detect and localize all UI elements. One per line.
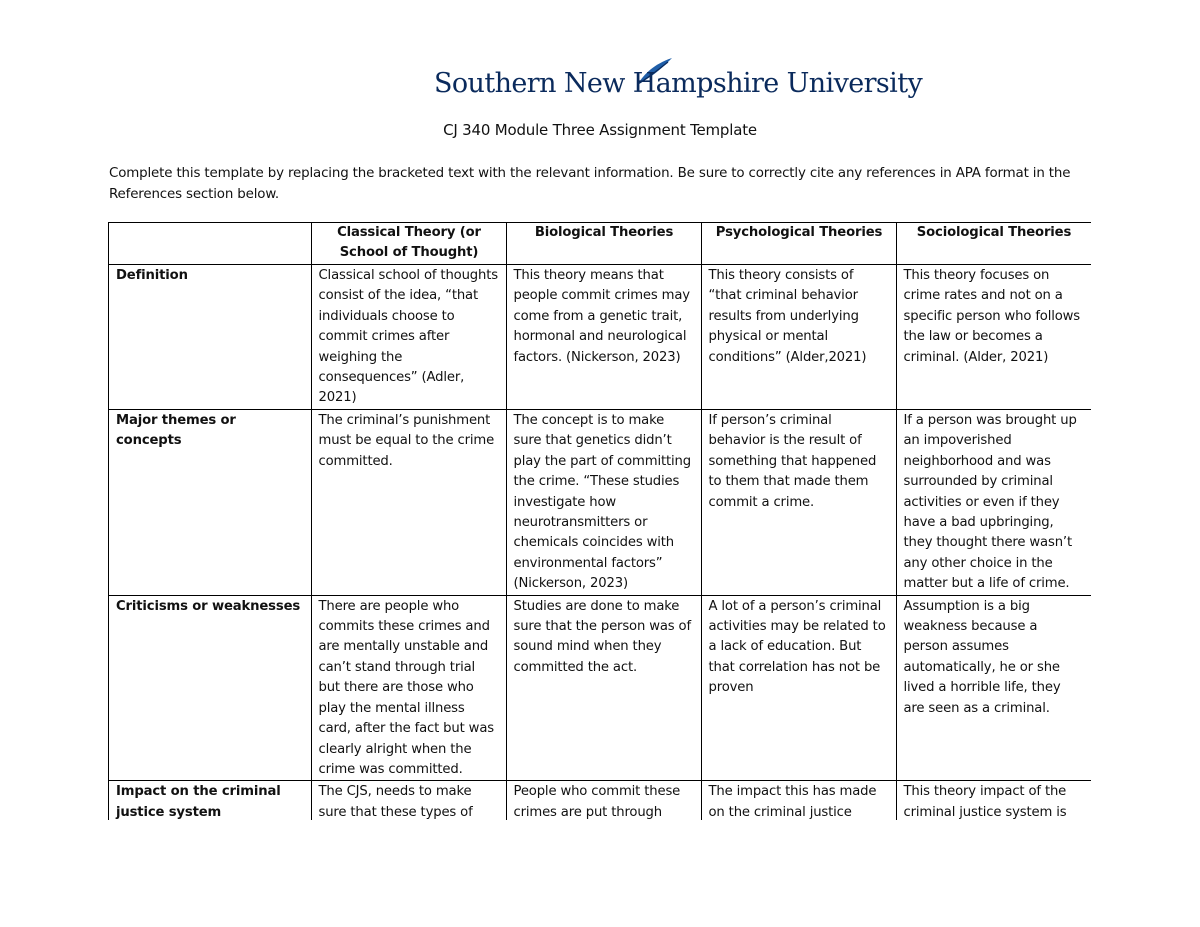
cell-criticisms-psychological: A lot of a person’s criminal activities may be related to a lack of education. But that correlation has not be proven: [701, 595, 896, 781]
row-label-themes: Major themes or concepts: [109, 410, 311, 596]
cell-impact-classical: The CJS, needs to make sure that these types of: [311, 781, 506, 820]
header-biological: Biological Theories: [506, 223, 701, 265]
cell-themes-sociological: If a person was brought up an impoverished neighborhood and was surrounded by criminal activities or even if they have a bad upbringing, they thought there wasn’t any other choice in the matter but a life of crime.: [896, 410, 1091, 596]
cell-criticisms-classical: There are people who commits these crimes and are mentally unstable and can’t stand through trial but there are those who play the mental illness card, after the fact but was clearly alright when the crime was committed.: [311, 595, 506, 781]
header-classical: Classical Theory (or School of Thought): [311, 223, 506, 265]
header-sociological: Sociological Theories: [896, 223, 1091, 265]
header-psychological: Psychological Theories: [701, 223, 896, 265]
cell-impact-biological: People who commit these crimes are put through: [506, 781, 701, 820]
table-row-definition: [109, 265, 1091, 410]
instructions-paragraph: Complete this template by replacing the bracketed text with the relevant information. Be sure to correctly cite any references in APA format in the References section below.: [109, 166, 1071, 202]
theories-table: [109, 223, 1091, 820]
table-row-criticisms: [109, 595, 1091, 781]
university-logo: [434, 56, 923, 106]
cell-themes-classical: The criminal’s punishment must be equal to the crime committed.: [311, 410, 506, 596]
cell-criticisms-sociological: Assumption is a big weakness because a person assumes automatically, he or she lived a horrible life, they are seen as a criminal.: [896, 595, 1091, 781]
cell-definition-sociological: This theory focuses on crime rates and not on a specific person who follows the law or becomes a criminal. (Alder, 2021): [896, 265, 1091, 410]
row-label-impact: Impact on the criminal justice system: [109, 781, 311, 820]
table-row-impact: [109, 781, 1091, 820]
page-title: CJ 340 Module Three Assignment Template: [443, 121, 757, 139]
cell-definition-psychological: This theory consists of “that criminal behavior results from underlying physical or mental conditions” (Alder,2021): [701, 265, 896, 410]
cell-definition-classical: Classical school of thoughts consist of the idea, “that individuals choose to commit crimes after weighing the consequences” (Adler, 2021): [311, 265, 506, 410]
row-label-criticisms: Criticisms or weaknesses: [109, 595, 311, 781]
cell-definition-biological: This theory means that people commit crimes may come from a genetic trait, hormonal and neurological factors. (Nickerson, 2023): [506, 265, 701, 410]
cell-themes-psychological: If person’s criminal behavior is the result of something that happened to them that made them commit a crime.: [701, 410, 896, 596]
cell-themes-biological: The concept is to make sure that genetics didn’t play the part of committing the crime. “These studies investigate how neurotransmitters or chemicals coincides with environmental factors” (Nickerson, 2023): [506, 410, 701, 596]
cell-impact-sociological: This theory impact of the criminal justice system is: [896, 781, 1091, 820]
row-label-definition: Definition: [109, 265, 311, 410]
table-header-row: [109, 223, 1091, 265]
cell-criticisms-biological: Studies are done to make sure that the person was of sound mind when they committed the act.: [506, 595, 701, 781]
table-row-themes: [109, 410, 1091, 596]
theories-table-frame: [108, 222, 1091, 820]
logo-text: Southern New Hampshire University: [434, 68, 923, 99]
header-corner: [109, 223, 311, 265]
cell-impact-psychological: The impact this has made on the criminal justice: [701, 781, 896, 820]
